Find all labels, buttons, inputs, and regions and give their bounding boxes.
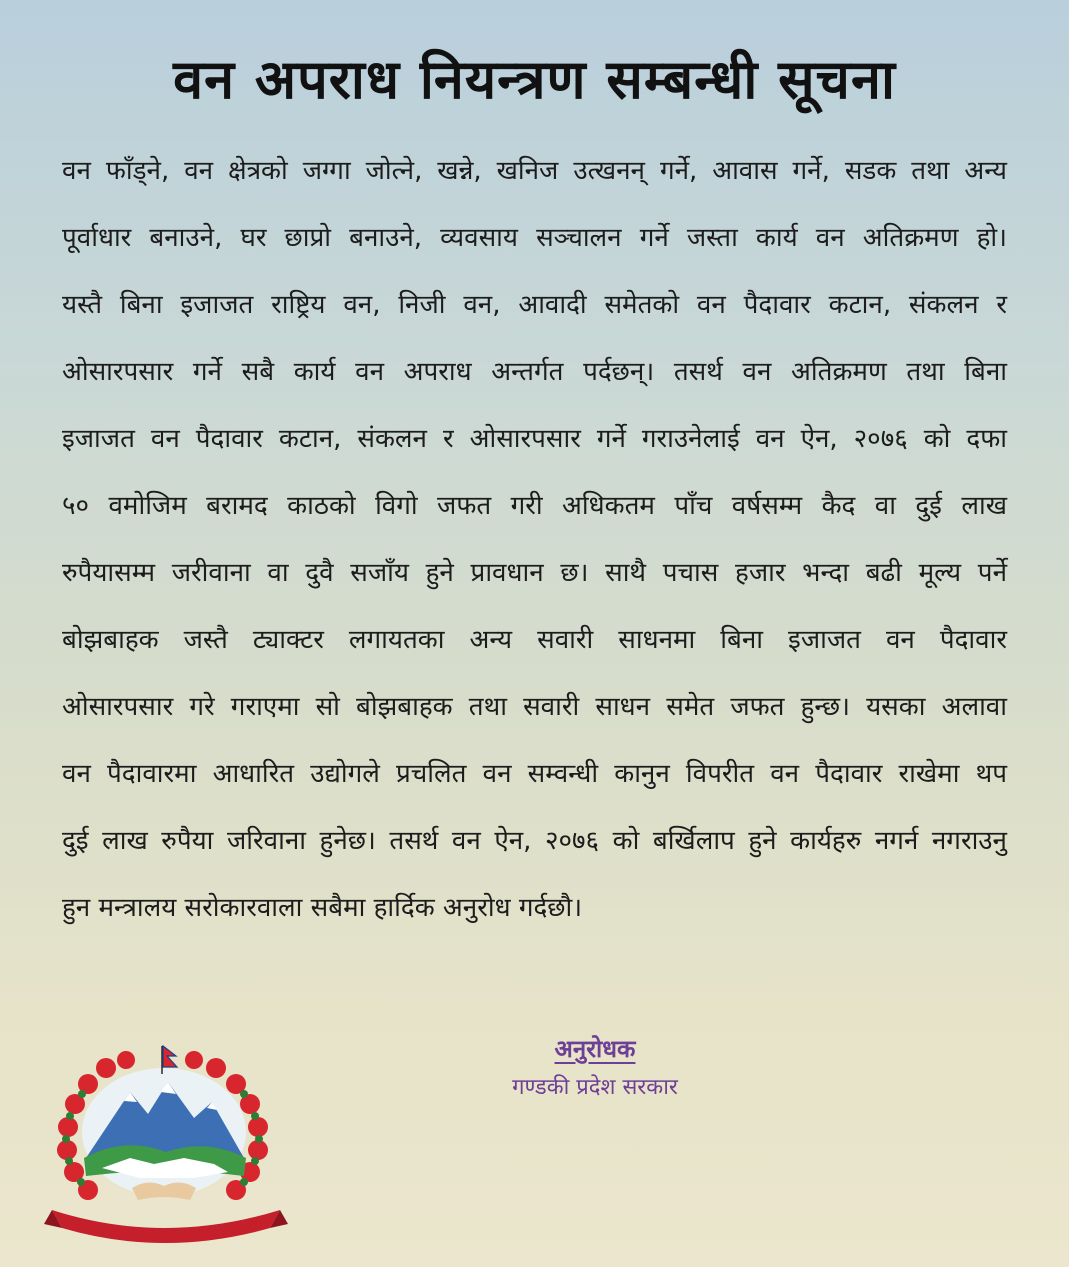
notice-line: इजाजत वन पैदावार कटान, संकलन र ओसारपसार गर्ने गराउनेलाई वन ऐन, २०७६ को दफा <box>62 424 1007 454</box>
notice-line: दुई लाख रुपैया जरिवाना हुनेछ। तसर्थ वन ऐन, २०७६ को बर्खिलाप हुने कार्यहरु नगर्न नगराउनु <box>62 826 1007 856</box>
motto-ribbon <box>52 1210 280 1243</box>
notice-line: वन फाँड्ने, वन क्षेत्रको जग्गा जोत्ने, खन्ने, खनिज उत्खनन् गर्ने, आवास गर्ने, सडक तथा अन्य <box>62 156 1007 186</box>
notice-line: यस्तै बिना इजाजत राष्ट्रिय वन, निजी वन, आवादी समेतको वन पैदावार कटान, संकलन र <box>62 290 1007 320</box>
notice-line: वन पैदावारमा आधारित उद्योगले प्रचलित वन सम्वन्धी कानुन विपरीत वन पैदावार राखेमा थप <box>62 759 1007 789</box>
notice-line: ओसारपसार गरे गराएमा सो बोझबाहक तथा सवारी साधन समेत जफत हुन्छ। यसका अलावा <box>62 692 1007 722</box>
signature-block <box>430 1030 760 1108</box>
notice-line: ५० वमोजिम बरामद काठको विगो जफत गरी अधिकतम पाँच वर्षसम्म कैद वा दुई लाख <box>62 491 1007 521</box>
notice-line: रुपैयासम्म जरीवाना वा दुवै सजाँय हुने प्रावधान छ। साथै पचास हजार भन्दा बढी मूल्य पर्ने <box>62 558 1007 588</box>
emblem-graphic <box>44 1040 288 1246</box>
notice-line-last: हुन मन्त्रालय सरोकारवाला सबैमा हार्दिक अनुरोध गर्दछौ। <box>62 893 583 923</box>
signature-organization: गण्डकी प्रदेश सरकार <box>512 1075 678 1100</box>
notice-line: बोझबाहक जस्तै ट्याक्टर लगायतका अन्य सवारी साधनमा बिना इजाजत वन पैदावार <box>62 625 1007 655</box>
nepal-coat-of-arms-icon <box>44 1040 288 1246</box>
notice-line: ओसारपसार गर्ने सबै कार्य वन अपराध अन्तर्गत पर्दछन्। तसर्थ वन अतिक्रमण तथा बिना <box>62 357 1007 387</box>
notice-title: वन अपराध नियन्त्रण सम्बन्धी सूचना <box>173 48 896 112</box>
notice-line: पूर्वाधार बनाउने, घर छाप्रो बनाउने, व्यवसाय सञ्चालन गर्ने जस्ता कार्य वन अतिक्रमण हो। <box>62 223 1007 253</box>
signature-label: अनुरोधक <box>554 1035 636 1063</box>
notice-body <box>62 138 1007 942</box>
nepal-flag-icon <box>163 1046 177 1067</box>
